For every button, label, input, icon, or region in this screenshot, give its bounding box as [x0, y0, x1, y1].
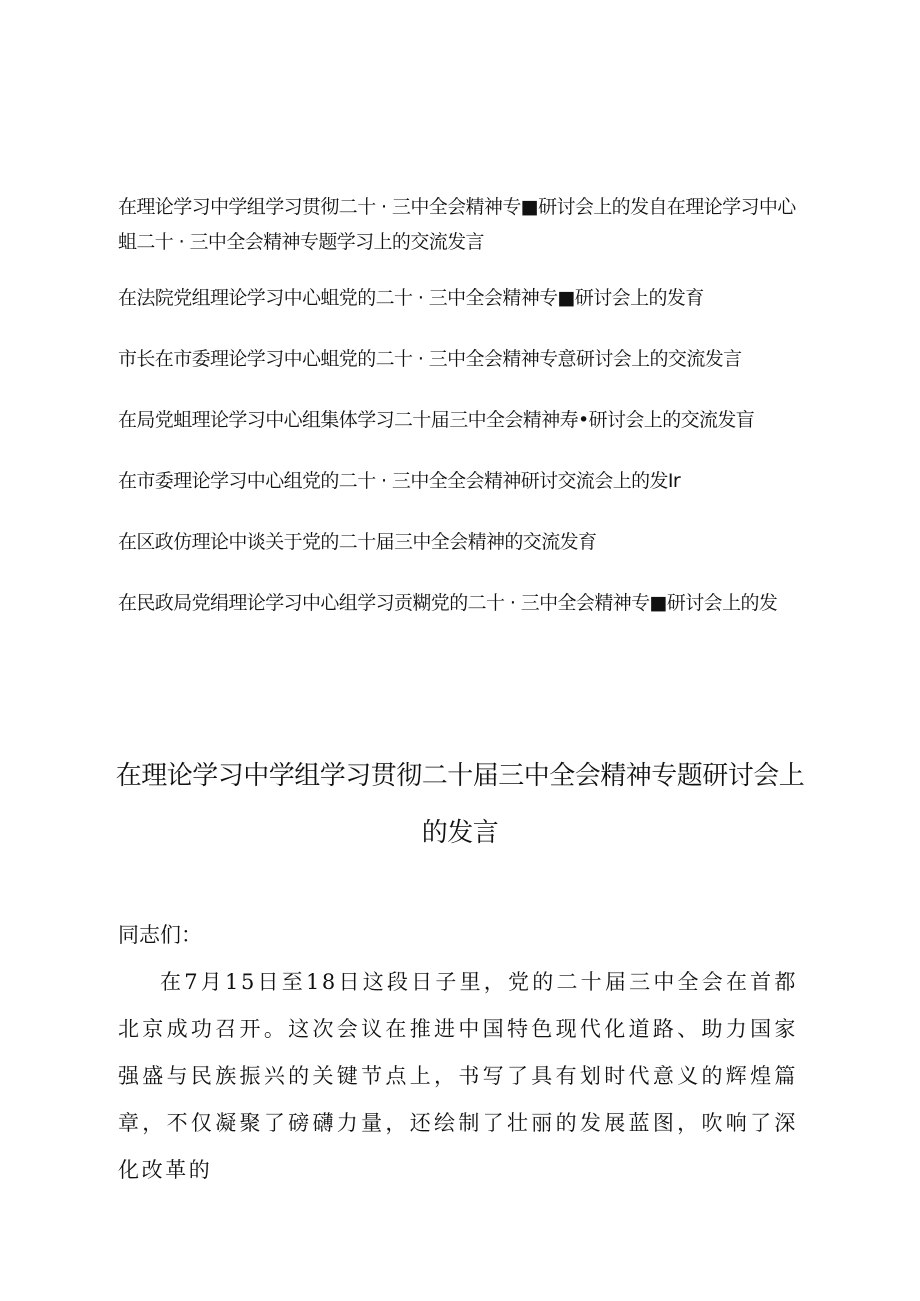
table-of-contents: [118, 190, 808, 647]
toc-item-2: 在法院党组理论学习中心蛆党的二十 · 三中全会精神专■研讨会上的发育: [118, 287, 704, 309]
toc-item-5: 在市委理论学习中心组党的二十 · 三中全全会精神研讨交流会上的发Ir: [118, 470, 681, 492]
salutation: 同志们：: [118, 923, 202, 947]
toc-item-3: 市长在市委理论学习中心蛆党的二十 · 三中全会精神专意研讨会上的交流发言: [118, 348, 742, 370]
document-body: [118, 912, 798, 1194]
toc-item-6: 在区政仿理论中谈关于党的二十届三中全会精神的交流发育: [118, 531, 597, 553]
toc-item-1: 在理论学习中学组学习贯彻二十 · 三中全会精神专■研讨会上的发自在理论学习中心蛆二十 · 三中全会精神专题学习上的交流发言: [118, 196, 796, 253]
toc-item-7: 在民政局党绢理论学习中心组学习贡糊党的二十 · 三中全会精神专■研讨会上的发: [118, 592, 778, 614]
toc-item-4: 在局党蛆理论学习中心组集体学习二十届三中全会精神寿•研讨会上的交流发盲: [118, 409, 755, 431]
document-title: 在理论学习中学组学习贯彻二十届三中全会精神专题研讨会上的发言: [115, 761, 805, 848]
body-paragraph: 在7月15日至18日这段日子里，党的二十届三中全会在首都北京成功召开。这次会议在推进中国特色现代化道路、助力国家强盛与民族振兴的关键节点上，书写了具有划时代意义的辉煌篇章，不仅凝聚了磅礴力量，还绘制了壮丽的发展蓝图，吹响了深化改革的: [118, 970, 798, 1182]
